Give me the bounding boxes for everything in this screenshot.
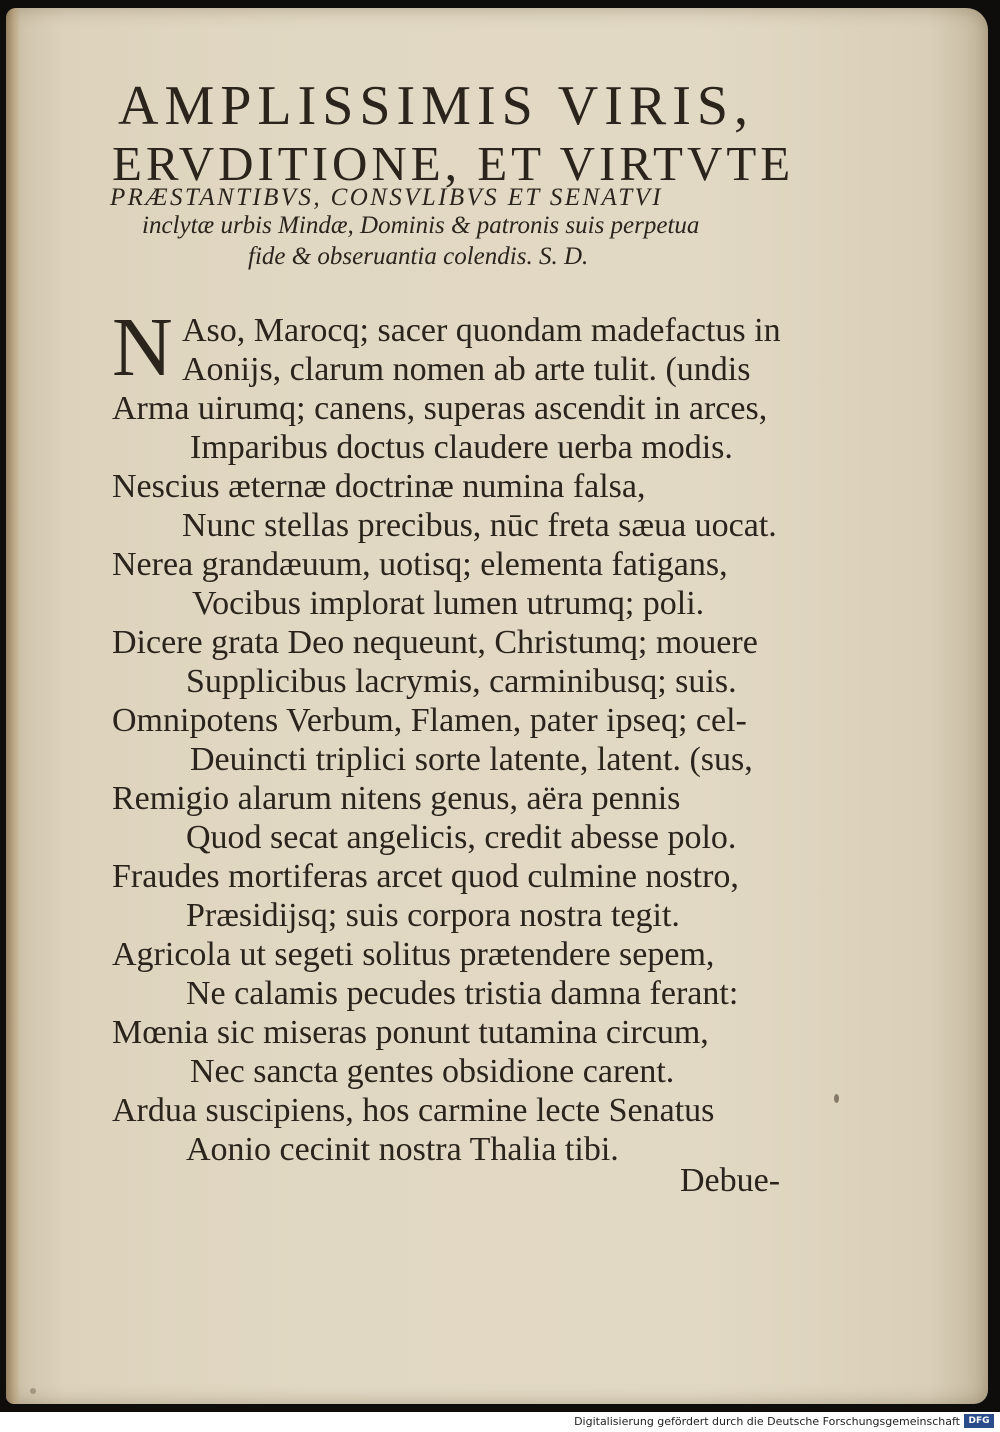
verse-line: Ne calamis pecudes tristia damna ferant:	[186, 975, 739, 1012]
verse-line: Præsidijsq; suis corpora nostra tegit.	[186, 897, 680, 934]
verse-line: Nerea grandæuum, uotisq; elementa fatigans,	[112, 546, 728, 583]
verse-line: Omnipotens Verbum, Flamen, pater ipseq; cel-	[112, 702, 747, 739]
ink-spot	[30, 1388, 36, 1394]
heading-line-4: inclytæ urbis Mindæ, Dominis & patronis suis perpetua	[142, 212, 700, 239]
catchword: Debue-	[680, 1162, 781, 1199]
verse-line: Fraudes mortiferas arcet quod culmine nostro,	[112, 858, 739, 895]
verse-line: Supplicibus lacrymis, carminibusq; suis.	[186, 663, 737, 700]
verse-line: Quod secat angelicis, credit abesse polo.	[186, 819, 737, 856]
verse-line: Aonijs, clarum nomen ab arte tulit. (undis	[182, 351, 751, 388]
heading-line-3: PRÆSTANTIBVS, CONSVLIBVS ET SENATVI	[110, 184, 663, 211]
verse-line: Agricola ut segeti solitus prætendere sepem,	[112, 936, 715, 973]
heading-line-5: fide & obseruantia colendis. S. D.	[248, 243, 589, 270]
verse-line: Nec sancta gentes obsidione carent.	[190, 1053, 675, 1090]
digitization-footer	[0, 1412, 1000, 1432]
verse-line: Remigio alarum nitens genus, aëra pennis	[112, 780, 681, 817]
verse-line: Aonio cecinit nostra Thalia tibi.	[186, 1131, 619, 1168]
verse-line: Imparibus doctus claudere uerba modis.	[190, 429, 733, 466]
verse-line: Mœnia sic miseras ponunt tutamina circum,	[112, 1014, 709, 1051]
ink-spot	[834, 1094, 839, 1103]
verse-line: Aso, Marocq; sacer quondam madefactus in	[182, 312, 781, 349]
verse-line: Arma uirumq; canens, superas ascendit in arces,	[112, 390, 768, 427]
dfg-logo-icon: DFG	[964, 1414, 994, 1428]
heading-line-2: ERVDITIONE, ET VIRTVTE	[112, 136, 795, 191]
verse-line: Deuincti triplici sorte latente, latent. (sus,	[190, 741, 753, 778]
page-binding-edge	[6, 8, 20, 1404]
verse-line: Nescius æternæ doctrinæ numina falsa,	[112, 468, 646, 505]
verse-line: Ardua suscipiens, hos carmine lecte Senatus	[112, 1092, 715, 1129]
footer-text: Digitalisierung gefördert durch die Deutsche Forschungsgemeinschaft	[574, 1415, 960, 1428]
verse-line: Dicere grata Deo nequeunt, Christumq; mouere	[112, 624, 758, 661]
drop-capital: N	[112, 301, 173, 394]
verse-line: Nunc stellas precibus, nūc freta sæua uocat.	[182, 507, 777, 544]
verse-line: Vocibus implorat lumen utrumq; poli.	[192, 585, 705, 622]
heading-line-1: AMPLISSIMIS VIRIS,	[118, 75, 754, 137]
